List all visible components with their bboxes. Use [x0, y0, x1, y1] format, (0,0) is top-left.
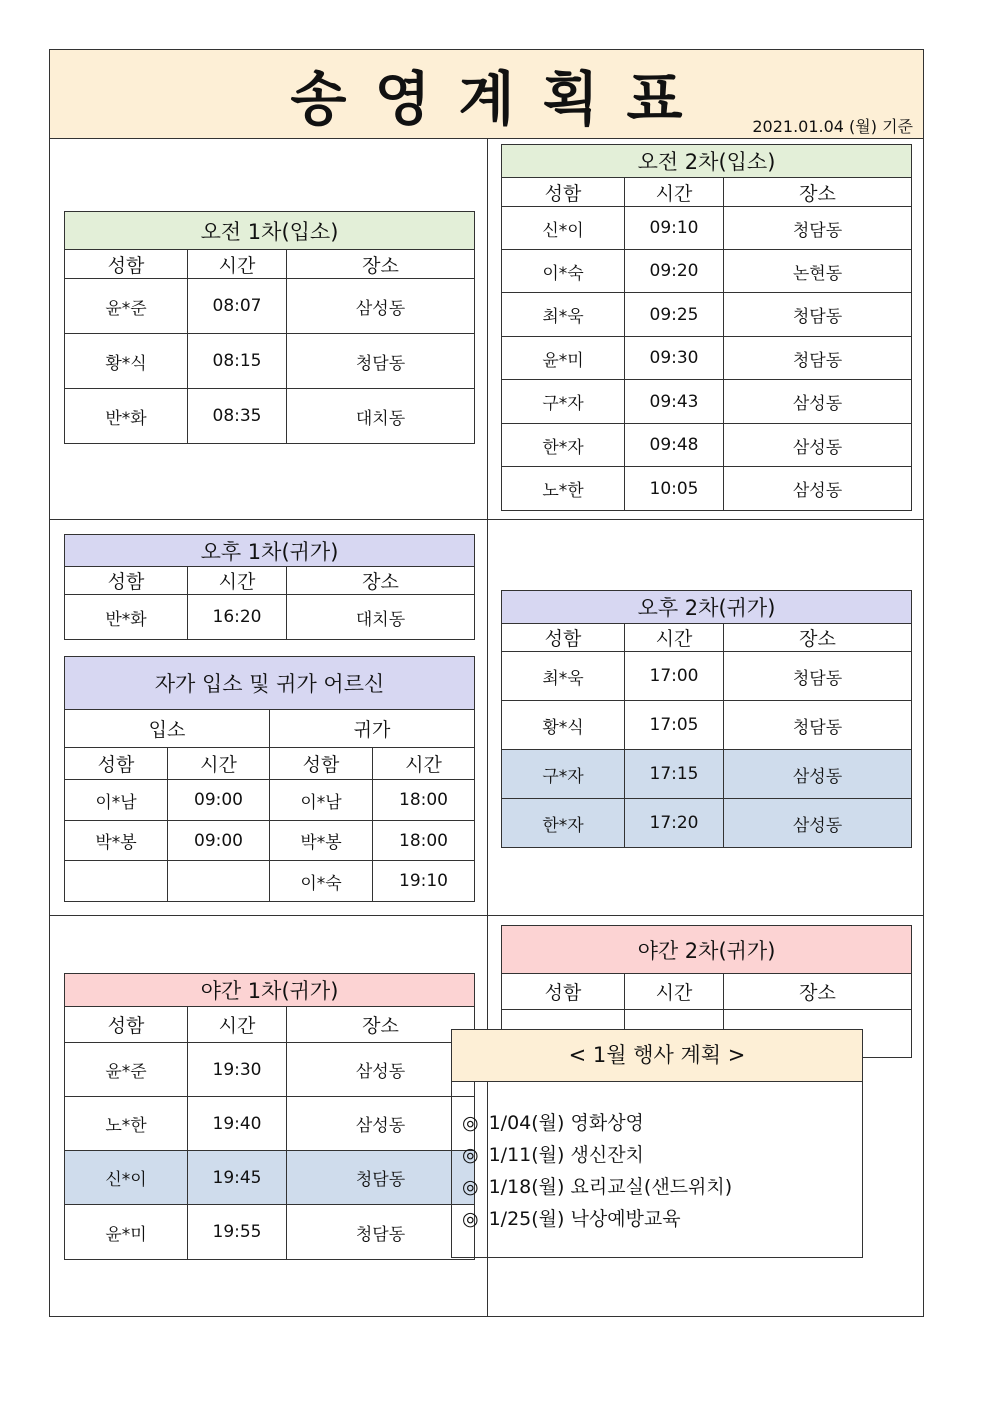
event-desc: 영화상영: [570, 1112, 644, 1134]
cell-time: 08:35: [188, 389, 287, 444]
cell-place: 청담동: [724, 652, 912, 701]
table-row: [502, 701, 912, 750]
cell-name: 구*자: [502, 380, 625, 424]
table-row: [65, 1205, 475, 1260]
header: [50, 50, 923, 139]
table-row: [502, 750, 912, 799]
table-row: [65, 821, 475, 861]
cell-name: 반*화: [65, 389, 188, 444]
header-time: 시간: [188, 1007, 287, 1043]
self-title: 자가 입소 및 귀가 어르신: [65, 657, 475, 710]
header-name: 성함: [270, 748, 373, 780]
night1-table: [64, 973, 475, 1260]
header-time: 시간: [625, 974, 724, 1010]
cell-time: 09:10: [625, 207, 724, 250]
cell-place: 청담동: [287, 1151, 475, 1205]
event-date: 1/25(월): [488, 1208, 565, 1230]
night2-title: 야간 2차(귀가): [502, 926, 912, 974]
header-time: 시간: [373, 748, 475, 780]
table-row: [65, 1043, 475, 1097]
cell-in-name: [65, 861, 168, 902]
cell-name: 신*이: [502, 207, 625, 250]
am1-title: 오전 1차(입소): [65, 212, 475, 250]
pm1-table: [64, 534, 475, 640]
event-desc: 생신잔치: [570, 1144, 644, 1166]
table-row: [65, 334, 475, 389]
table-row: [65, 389, 475, 444]
cell-place: 삼성동: [724, 424, 912, 467]
cell-time: 19:30: [188, 1043, 287, 1097]
cell-time: 19:45: [188, 1151, 287, 1205]
header-time: 시간: [188, 250, 287, 279]
cell-time: 16:20: [188, 595, 287, 640]
table-row: [65, 595, 475, 640]
table-row: [502, 467, 912, 511]
title-char: 계: [458, 65, 515, 133]
cell-in-name: 이*남: [65, 780, 168, 821]
self-in-label: 입소: [65, 710, 270, 748]
header-name: 성함: [65, 250, 188, 279]
table-row: [65, 861, 475, 902]
header-time: 시간: [625, 178, 724, 207]
cell-place: 삼성동: [287, 279, 475, 334]
event-date: 1/11(월): [488, 1144, 565, 1166]
header-place: 장소: [724, 974, 912, 1010]
header-name: 성함: [65, 1007, 188, 1043]
cell-time: 08:15: [188, 334, 287, 389]
cell-name: 윤*준: [65, 1043, 188, 1097]
cell-place: 삼성동: [724, 750, 912, 799]
table-row: [502, 380, 912, 424]
cell-time: 10:05: [625, 467, 724, 511]
event-desc: 낙상예방교육: [570, 1208, 681, 1230]
cell-in-time: 09:00: [168, 780, 270, 821]
cell-place: 삼성동: [724, 799, 912, 848]
table-row: [502, 207, 912, 250]
events-list: [462, 1109, 732, 1237]
basis-date: 2021.01.04 (월) 기준: [752, 117, 913, 136]
pm1-title: 오후 1차(귀가): [65, 535, 475, 567]
bullet-icon: ◎: [462, 1144, 479, 1166]
header-place: 장소: [287, 250, 475, 279]
cell-place: 삼성동: [724, 467, 912, 511]
cell-name: 최*욱: [502, 293, 625, 337]
cell-name: 노*한: [502, 467, 625, 511]
cell-out-name: 이*남: [270, 780, 373, 821]
cell-time: 09:25: [625, 293, 724, 337]
header-name: 성함: [502, 178, 625, 207]
header-name: 성함: [65, 567, 188, 595]
table-row: [502, 337, 912, 380]
header-time: 시간: [168, 748, 270, 780]
row-divider: [50, 915, 923, 916]
cell-in-time: [168, 861, 270, 902]
bullet-icon: ◎: [462, 1176, 479, 1198]
cell-place: 삼성동: [287, 1097, 475, 1151]
cell-time: 09:48: [625, 424, 724, 467]
header-time: 시간: [188, 567, 287, 595]
cell-place: 청담동: [287, 1205, 475, 1260]
event-date: 1/18(월): [488, 1176, 565, 1198]
table-row: [65, 1097, 475, 1151]
cell-place: 청담동: [724, 701, 912, 750]
cell-time: 08:07: [188, 279, 287, 334]
list-item: [462, 1205, 732, 1237]
list-item: [462, 1109, 732, 1141]
pm2-table: [501, 590, 912, 848]
cell-time: 17:05: [625, 701, 724, 750]
event-date: 1/04(월): [488, 1112, 565, 1134]
cell-time: 09:20: [625, 250, 724, 293]
self-out-label: 귀가: [270, 710, 475, 748]
event-desc: 요리교실(샌드위치): [570, 1176, 733, 1198]
am2-title: 오전 2차(입소): [502, 145, 912, 178]
row-divider: [50, 519, 923, 520]
table-row: [65, 1151, 475, 1205]
cell-time: 17:00: [625, 652, 724, 701]
cell-out-time: 19:10: [373, 861, 475, 902]
cell-time: 19:55: [188, 1205, 287, 1260]
cell-name: 한*자: [502, 799, 625, 848]
cell-time: 09:43: [625, 380, 724, 424]
night1-title: 야간 1차(귀가): [65, 974, 475, 1007]
cell-out-time: 18:00: [373, 780, 475, 821]
cell-name: 이*숙: [502, 250, 625, 293]
cell-in-name: 박*봉: [65, 821, 168, 861]
cell-time: 19:40: [188, 1097, 287, 1151]
table-row: [502, 799, 912, 848]
cell-place: 삼성동: [724, 380, 912, 424]
cell-name: 한*자: [502, 424, 625, 467]
cell-name: 윤*미: [65, 1205, 188, 1260]
cell-in-time: 09:00: [168, 821, 270, 861]
cell-place: 논현동: [724, 250, 912, 293]
header-place: 장소: [287, 1007, 475, 1043]
cell-place: 청담동: [724, 337, 912, 380]
pm2-title: 오후 2차(귀가): [502, 591, 912, 624]
cell-name: 황*식: [502, 701, 625, 750]
cell-name: 신*이: [65, 1151, 188, 1205]
events-box: [451, 1029, 863, 1258]
cell-name: 황*식: [65, 334, 188, 389]
cell-place: 청담동: [724, 207, 912, 250]
list-item: [462, 1173, 732, 1205]
table-row: [502, 250, 912, 293]
title-char: 표: [626, 65, 683, 133]
cell-name: 윤*미: [502, 337, 625, 380]
cell-time: 17:20: [625, 799, 724, 848]
table-row: [65, 780, 475, 821]
title-char: 송: [290, 65, 347, 133]
header-name: 성함: [502, 974, 625, 1010]
cell-time: 09:30: [625, 337, 724, 380]
cell-place: 청담동: [287, 334, 475, 389]
cell-place: 삼성동: [287, 1043, 475, 1097]
header-place: 장소: [724, 624, 912, 652]
header-place: 장소: [287, 567, 475, 595]
cell-time: 17:15: [625, 750, 724, 799]
table-row: [502, 293, 912, 337]
self-transport-table: [64, 656, 475, 902]
header-time: 시간: [625, 624, 724, 652]
cell-out-name: 이*숙: [270, 861, 373, 902]
bullet-icon: ◎: [462, 1208, 479, 1230]
header-place: 장소: [724, 178, 912, 207]
cell-name: 윤*준: [65, 279, 188, 334]
table-row: [65, 279, 475, 334]
cell-place: 대치동: [287, 595, 475, 640]
cell-name: 구*자: [502, 750, 625, 799]
header-name: 성함: [65, 748, 168, 780]
table-row: [502, 424, 912, 467]
cell-name: 노*한: [65, 1097, 188, 1151]
cell-place: 대치동: [287, 389, 475, 444]
title-char: 영: [374, 65, 431, 133]
header-name: 성함: [502, 624, 625, 652]
table-row: [502, 652, 912, 701]
cell-name: 최*욱: [502, 652, 625, 701]
cell-place: 청담동: [724, 293, 912, 337]
bullet-icon: ◎: [462, 1112, 479, 1134]
events-title: < 1월 행사 계획 >: [452, 1030, 862, 1082]
list-item: [462, 1141, 732, 1173]
title-char: 획: [542, 65, 599, 133]
am1-table: [64, 211, 475, 444]
cell-name: 반*화: [65, 595, 188, 640]
am2-table: [501, 144, 912, 511]
cell-out-name: 박*봉: [270, 821, 373, 861]
cell-out-time: 18:00: [373, 821, 475, 861]
